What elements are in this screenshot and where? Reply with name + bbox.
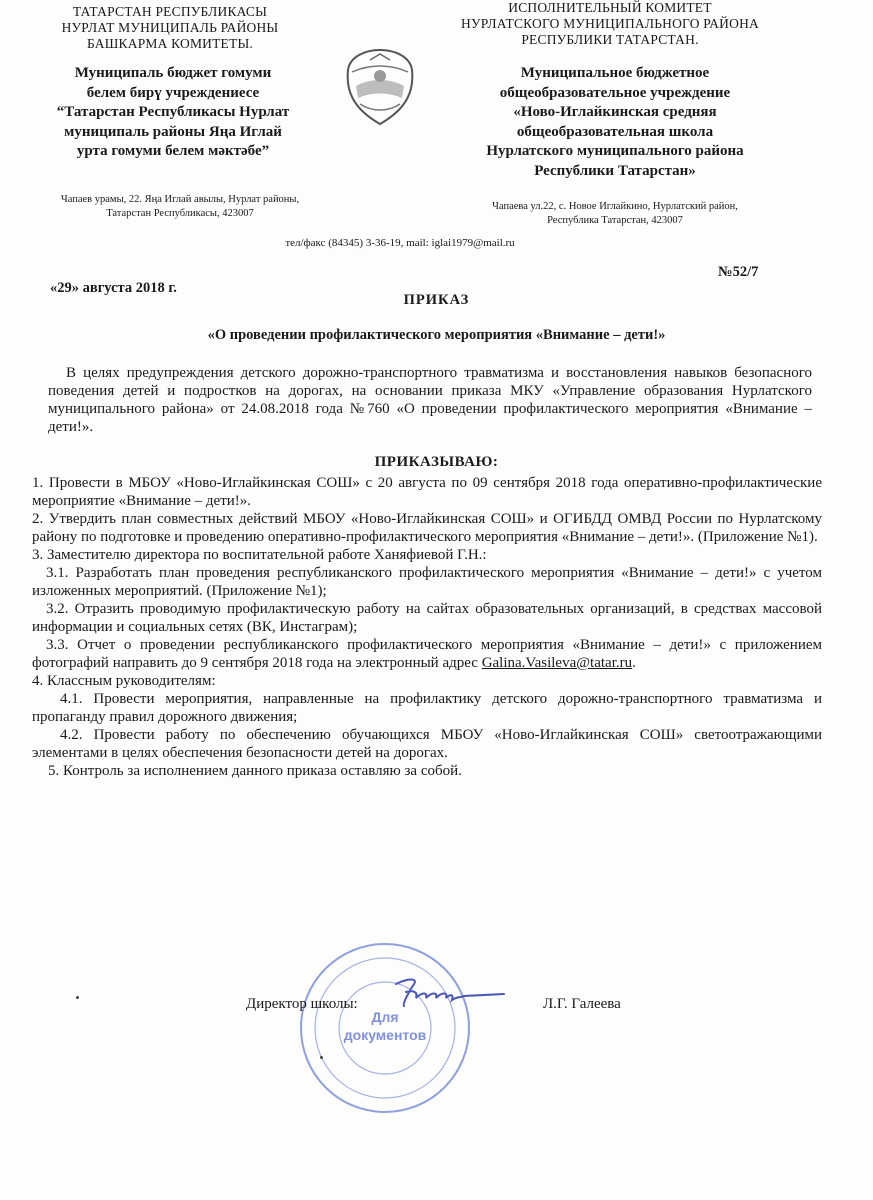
right-school-line: общеобразовательная школа [516,123,714,140]
left-address-line: Чапаев урамы, 22. Яңа Иглай авылы, Нурлат районы, [60,194,300,205]
right-address [460,200,770,228]
scan-speck [76,996,79,999]
left-authority-line: НУРЛАТ МУНИЦИПАЛЬ РАЙОНЫ [61,20,279,35]
order-items [32,474,822,780]
director-signature [388,974,508,1014]
preamble-paragraph: В целях предупреждения детского дорожно-транспортного травматизма и восстановления навыков безопасного поведения детей и подростков на дорогах, на основании приказа МКУ «Управление образования Нурлатского муниципального района» от 24.08.2018 года №760 «О проведении профилактического мероприятия «Внимание – дети!». [48,365,812,435]
left-address [40,193,320,221]
coat-of-arms-emblem [330,46,430,128]
right-school-line: Муниципальное бюджетное [520,65,710,81]
right-authority-line: ИСПОЛНИТЕЛЬНЫЙ КОМИТЕТ [508,0,712,15]
scan-speck [320,1056,323,1059]
left-school-line: муниципаль районы Яңа Иглай [64,123,282,140]
order-item: 3. Заместителю директора по воспитательной работе Ханяфиевой Г.Н.: [32,547,487,563]
contacts-line: тел/факс (84345) 3-36-19, mail: iglai1979@mail.ru [285,237,515,249]
email-link[interactable]: Galina.Vasileva@tatar.ru [481,655,633,671]
right-authority-line: РЕСПУБЛИКИ ТАТАРСТАН. [521,32,699,47]
left-authority-line: БАШКАРМА КОМИТЕТЫ. [87,36,253,51]
stamp-word-1: Для [371,1009,399,1025]
right-school-line: общеобразовательное учреждение [499,84,731,101]
order-item: 2. Утвердить план совместных действий МБОУ «Ново-Иглайкинская СОШ» и ОГИБДД ОМВД России по Нурлатскому району по подготовке и проведению оперативно-профилактического мероприятия «Внимание – дети!». (Приложение №1). [32,511,822,545]
left-authority-line: ТАТАРСТАН РЕСПУБЛИКАСЫ [72,4,268,19]
right-school-name [450,64,780,181]
left-school-line: урта гомуми белем мәктәбе” [76,143,270,159]
director-name: Л.Г. Галеева [543,996,621,1012]
official-stamp [295,938,475,1118]
order-item: 4. Классным руководителям: [32,673,216,689]
left-school-line: Муниципаль бюджет гомуми [74,65,272,81]
document-subject: «О проведении профилактического мероприятия «Внимание – дети!» [207,327,666,343]
order-subitem-text: 3.3. Отчет о проведении республиканского профилактического мероприятия «Внимание – дети!» с приложением фотографий направить до 9 сентября 2018 года на электронный адрес [32,637,822,671]
order-subitem: 4.1. Провести мероприятия, направленные на профилактику детского дорожно-транспортного травматизма и пропаганду правил дорожного движения; [32,691,822,725]
order-subitem: 4.2. Провести работу по обеспечению обучающихся МБОУ «Ново-Иглайкинская СОШ» светоотражающими элементами в целях обеспечения безопасности детей на дорогах. [32,727,822,761]
order-item: 1. Провести в МБОУ «Ново-Иглайкинская СОШ» с 20 августа по 09 сентября 2018 года оперативно-профилактические мероприятие «Внимание – дети!». [32,475,822,509]
right-authority-line: НУРЛАТСКОГО МУНИЦИПАЛЬНОГО РАЙОНА [461,16,759,31]
document-date: «29» августа 2018 г. [50,280,177,296]
left-school-line: “Татарстан Республикасы Нурлат [56,104,290,120]
email-tail: . [632,655,636,671]
right-address-line: Чапаева ул.22, с. Новое Иглайкино, Нурлатский район, [492,201,738,212]
left-school-name [28,64,318,162]
director-label: Директор школы: [246,996,358,1012]
order-item: 5. Контроль за исполнением данного приказа оставляю за собой. [48,763,462,779]
order-heading: ПРИКАЗЫВАЮ: [374,454,499,470]
right-authority-block [450,0,770,48]
order-subitem: 3.1. Разработать план проведения республиканского профилактического мероприятия «Внимание – дети!» с учетом изложенных мероприятий. (Приложение №1); [32,565,822,599]
left-authority-block [40,4,300,52]
left-school-line: белем бирү учреждениесе [86,84,260,101]
right-address-line: Республика Татарстан, 423007 [547,215,683,226]
order-subitem: 3.2. Отразить проводимую профилактическую работу на сайтах образовательных организаций, в средствах массовой информации и социальных сетях (ВК, Инстаграм); [32,601,822,635]
document-number: №52/7 [718,264,759,280]
right-school-line: Нурлатского муниципального района [486,143,744,159]
right-school-line: «Ново-Иглайкинская средняя [513,104,717,120]
right-school-line: Республики Татарстан» [534,162,696,179]
order-subitem [32,636,822,672]
document-title: ПРИКАЗ [403,292,470,308]
stamp-word-2: документов [343,1027,427,1043]
left-address-line: Татарстан Республикасы, 423007 [106,208,254,219]
